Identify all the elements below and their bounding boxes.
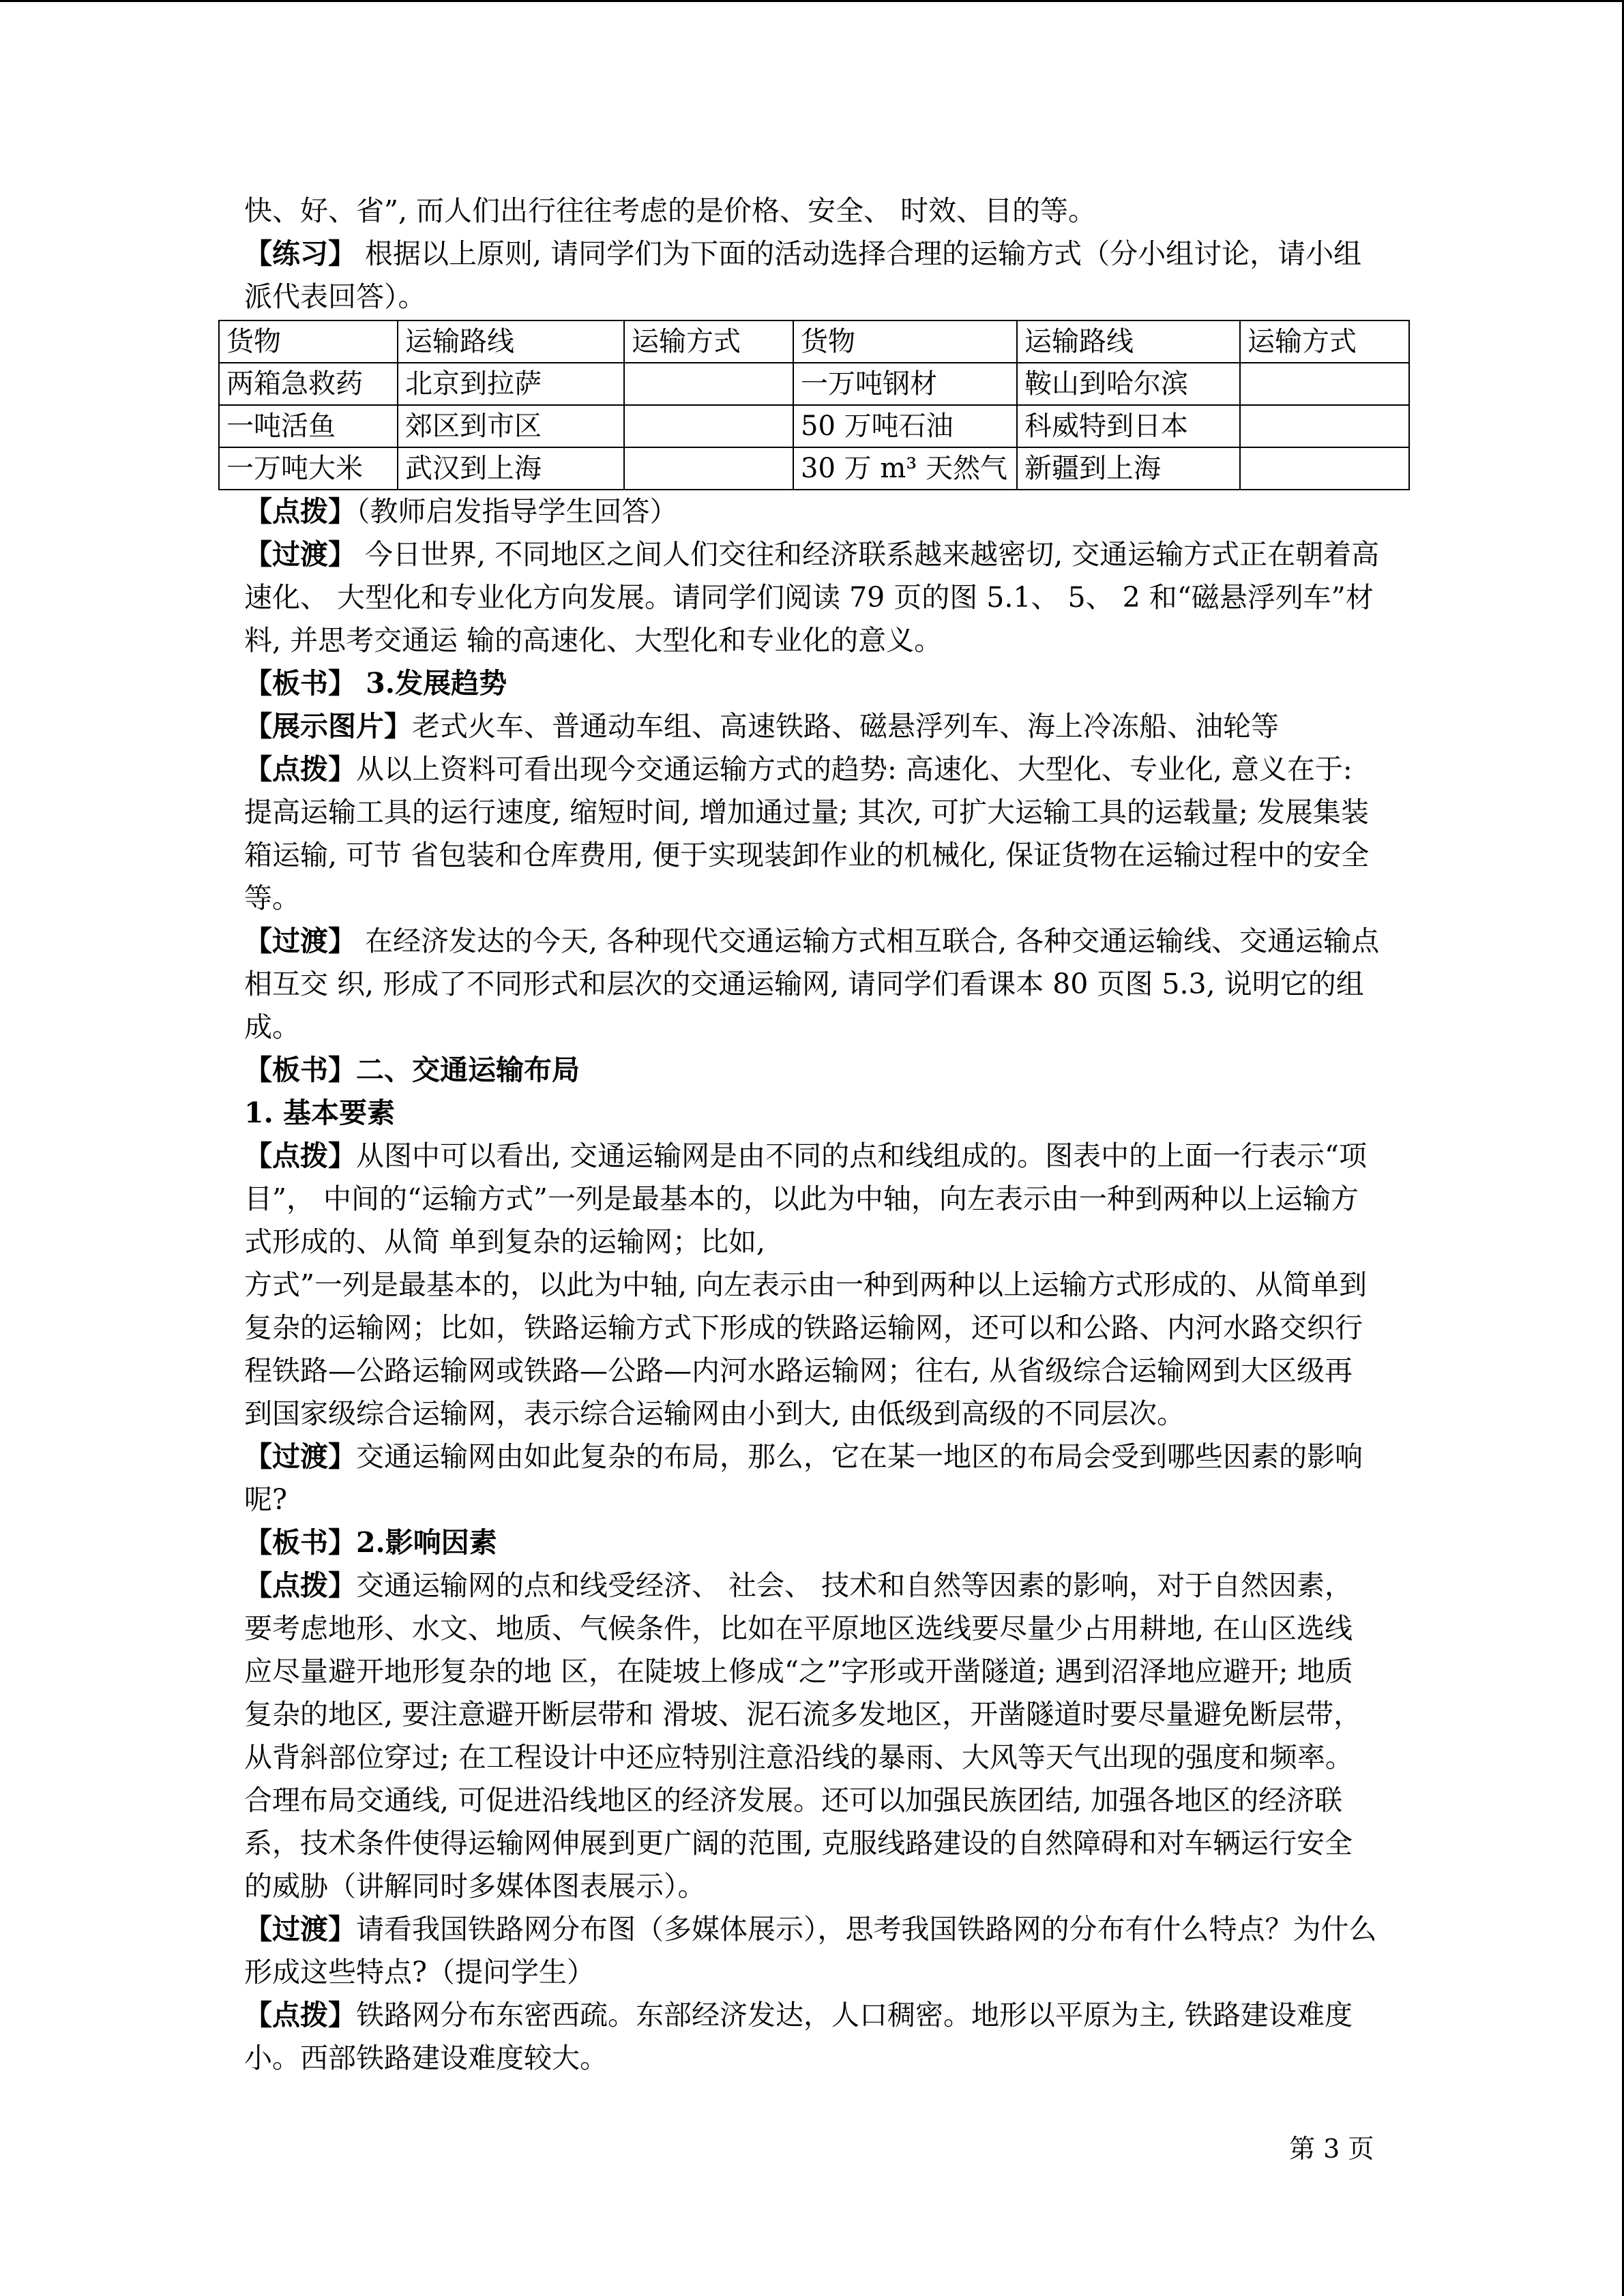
paragraph-text: 从以上资料可看出现今交通运输方式的趋势: 高速化、大型化、专业化, 意义在于: 提高运输工具的运行速度, 缩短时间, 增加通过量; 其次, 可扩大运输工具的运载量; 发展集装箱运输, 可节 省包装和仓库费用, 便于实现装卸作业的机械化, 保证货物在运输过程中的安全等。	[244, 753, 1370, 914]
table-header-cell: 运输方式	[1240, 320, 1409, 363]
lesson-paragraph	[244, 533, 1380, 662]
lesson-paragraph	[244, 1908, 1380, 1994]
table-header-cell: 运输路线	[398, 320, 624, 363]
table-row	[219, 447, 1409, 490]
document-body	[226, 190, 1380, 2080]
table-cell: 50 万吨石油	[793, 405, 1017, 447]
paragraph-tag: 【点拨】	[244, 753, 356, 786]
lesson-paragraph	[244, 1049, 1380, 1092]
table-cell: 北京到拉萨	[398, 363, 624, 405]
paragraph-text: 交通运输网由如此复杂的布局，那么，它在某一地区的布局会受到哪些因素的影响呢?	[244, 1440, 1363, 1516]
lesson-paragraph	[244, 1264, 1380, 1435]
paragraph-tag: 【板书】	[244, 667, 356, 700]
paragraph-text: 从图中可以看出, 交通运输网是由不同的点和线组成的。图表中的上面一行表示“项目”， 中间的“运输方式”一列是最基本的，以此为中轴，向左表示由一种到两种以上运输方式形成的、从简 单到复杂的运输网；比如,	[244, 1139, 1368, 1258]
paragraph-text: 方式”一列是最基本的，以此为中轴, 向左表示由一种到两种以上运输方式形成的、从简单到复杂的运输网；比如，铁路运输方式下形成的铁路运输网，还可以和公路、内河水路交织行程铁路—公路运输网或铁路—公路—内河水路运输网；往右, 从省级综合运输网到大区级再到国家级综合运输网，表示综合运输网由小到大, 由低级到高级的不同层次。	[244, 1268, 1368, 1430]
paragraph-tag: 【过渡】	[244, 538, 356, 571]
table-cell	[624, 447, 793, 490]
paragraph-tag: 【点拨】	[244, 495, 356, 528]
practice-text: 根据以上原则, 请同学们为下面的活动选择合理的运输方式（分小组讨论，请小组派代表回答）。	[244, 237, 1362, 313]
table-cell: 鞍山到哈尔滨	[1017, 363, 1240, 405]
lesson-paragraph	[244, 490, 1380, 533]
table-cell	[1240, 363, 1409, 405]
paragraph-text: 今日世界, 不同地区之间人们交往和经济联系越来越密切, 交通运输方式正在朝着高速化、 大型化和专业化方向发展。请同学们阅读 79 页的图 5.1、 5、 2 和“磁悬浮列车”材料, 并思考交通运 输的高速化、大型化和专业化的意义。	[244, 538, 1380, 657]
table-header-cell: 运输路线	[1017, 320, 1240, 363]
table-cell	[624, 363, 793, 405]
paragraph-tag: 【展示图片】	[244, 710, 412, 743]
practice-paragraph	[244, 233, 1380, 318]
page-number: 第 3 页	[1289, 2134, 1374, 2164]
paragraph-tag: 【点拨】	[244, 1139, 356, 1172]
lesson-paragraph	[244, 1135, 1380, 1264]
table-cell: 一万吨钢材	[793, 363, 1017, 405]
paragraph-text: 1. 基本要素	[244, 1097, 396, 1129]
paragraph-text: 请看我国铁路网分布图（多媒体展示），思考我国铁路网的分布有什么特点？为什么形成这些特点?（提问学生）	[244, 1913, 1377, 1988]
paragraph-tag: 【过渡】	[244, 1913, 356, 1945]
table-cell: 新疆到上海	[1017, 447, 1240, 490]
table-header-row	[219, 320, 1409, 363]
table-cell: 一万吨大米	[219, 447, 398, 490]
lesson-paragraph	[244, 1092, 1380, 1135]
paragraph-text: 老式火车、普通动车组、高速铁路、磁悬浮列车、海上冷冻船、油轮等	[412, 710, 1279, 743]
table-cell	[624, 405, 793, 447]
paragraph-text: 2.影响因素	[356, 1526, 497, 1559]
paragraph-text: 3.发展趋势	[356, 667, 507, 700]
table-header-cell: 运输方式	[624, 320, 793, 363]
lesson-paragraph	[244, 920, 1380, 1049]
paragraph-text: （教师启发指导学生回答）	[356, 495, 678, 528]
goods-table	[218, 320, 1410, 490]
table-cell	[1240, 447, 1409, 490]
table-header-cell: 货物	[793, 320, 1017, 363]
practice-tag: 【练习】	[244, 237, 356, 270]
lesson-paragraph	[244, 1564, 1380, 1908]
paragraph-text: 二、交通运输布局	[356, 1054, 580, 1086]
paragraph-tag: 【过渡】	[244, 1440, 356, 1473]
table-cell	[1240, 405, 1409, 447]
table-cell: 郊区到市区	[398, 405, 624, 447]
lesson-paragraphs	[244, 490, 1380, 2080]
table-header-cell: 货物	[219, 320, 398, 363]
table-cell: 一吨活鱼	[219, 405, 398, 447]
paragraph-tag: 【板书】	[244, 1054, 356, 1086]
paragraph-tag: 【点拨】	[244, 1569, 356, 1602]
paragraph-text: 交通运输网的点和线受经济、 社会、 技术和自然等因素的影响，对于自然因素，要考虑地形、水文、地质、气候条件，比如在平原地区选线要尽量少占用耕地, 在山区选线应尽量避开地形复杂的地 区，在陡坡上修成“之”字形或开凿隧道; 遇到沼泽地应避开; 地质复杂的地区, 要注意避开断层带和 滑坡、泥石流多发地区，开凿隧道时要尽量避免断层带，从背斜部位穿过; 在工程设计中还应特别注意沿线的暴雨、大风等天气出现的强度和频率。合理布局交通线, 可促进沿线地区的经济发展。还可以加强民族团结, 加强各地区的经济联系，技术条件使得运输网伸展到更广阔的范围, 克服线路建设的自然障碍和对车辆运行安全的威胁（讲解同时多媒体图表展示）。	[244, 1569, 1362, 1903]
table-cell: 武汉到上海	[398, 447, 624, 490]
lesson-paragraph	[244, 1435, 1380, 1521]
table-row	[219, 363, 1409, 405]
paragraph-text: 在经济发达的今天, 各种现代交通运输方式相互联合, 各种交通运输线、交通运输点相互交 织, 形成了不同形式和层次的交通运输网, 请同学们看课本 80 页图 5.3, 说明它的组成。	[244, 925, 1380, 1043]
paragraph-tag: 【过渡】	[244, 925, 356, 957]
intro-line: 快、好、省”, 而人们出行往往考虑的是价格、安全、 时效、目的等。	[244, 194, 1097, 227]
paragraph-text: 铁路网分布东密西疏。东部经济发达，人口稠密。地形以平原为主, 铁路建设难度小。西部铁路建设难度较大。	[244, 1999, 1353, 2074]
lesson-paragraph	[244, 662, 1380, 705]
lesson-paragraph	[244, 1994, 1380, 2080]
table-cell: 科威特到日本	[1017, 405, 1240, 447]
table-row	[219, 405, 1409, 447]
lesson-paragraph	[244, 1521, 1380, 1564]
paragraph-tag: 【板书】	[244, 1526, 356, 1559]
page-border-top	[0, 0, 1624, 2]
lesson-paragraph	[244, 748, 1380, 920]
table-cell: 30 万 m³ 天然气	[793, 447, 1017, 490]
table-cell: 两箱急救药	[219, 363, 398, 405]
paragraph-tag: 【点拨】	[244, 1999, 356, 2031]
lesson-paragraph	[244, 705, 1380, 748]
